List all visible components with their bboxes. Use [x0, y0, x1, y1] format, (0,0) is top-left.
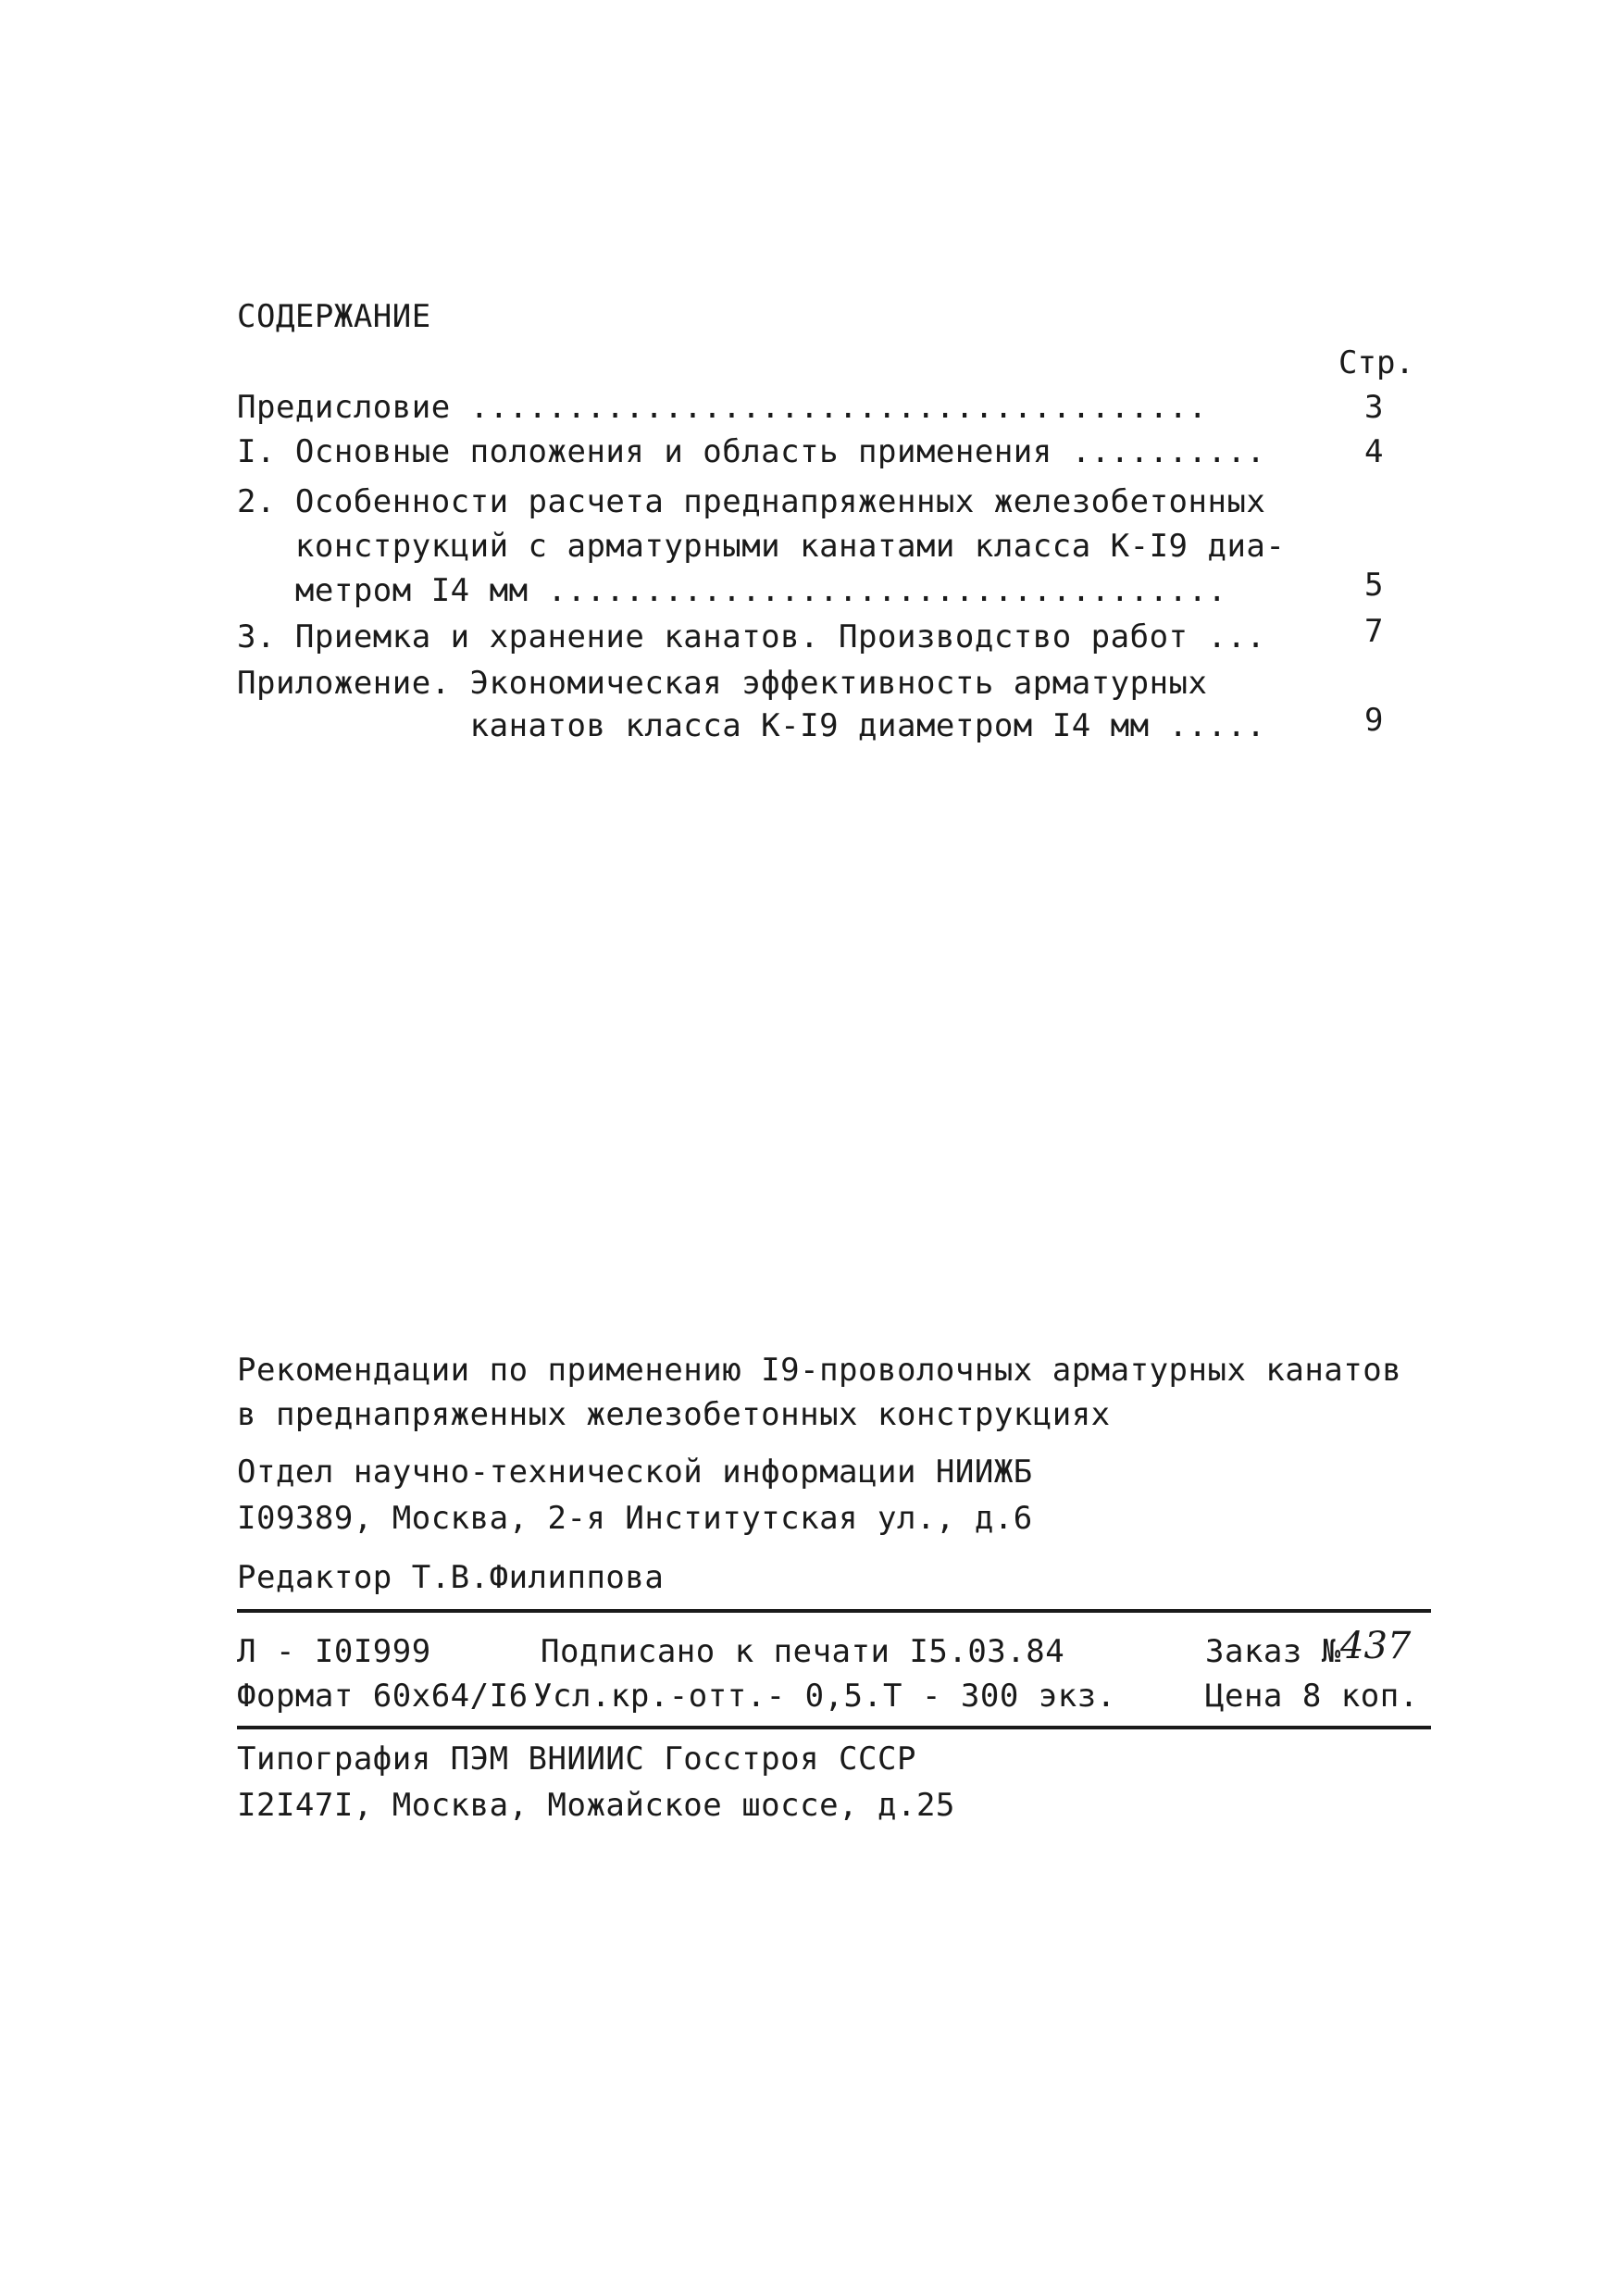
imprint-print-sheets: Усл.кр.-отт.- 0,5.: [533, 1678, 883, 1715]
toc-entry-1-page: 4: [1364, 433, 1384, 470]
imprint-rule-bottom: [237, 1726, 1431, 1729]
toc-entry-preface-page: 3: [1364, 389, 1384, 426]
imprint-editor: Редактор Т.В.Филиппова: [237, 1559, 665, 1596]
toc-entry-3: 3. Приемка и хранение канатов. Производство работ ...: [237, 618, 1266, 655]
imprint-publisher-line-1: Отдел научно-технической информации НИИЖБ: [237, 1454, 1033, 1491]
imprint-signed: Подписано к печати I5.03.84: [541, 1633, 1065, 1670]
imprint-format: Формат 60х64/I6: [237, 1678, 529, 1715]
imprint-order-label: Заказ №: [1205, 1633, 1341, 1670]
imprint-circulation: Т - 300 экз.: [883, 1678, 1116, 1715]
toc-entry-appendix-line-1: Приложение. Экономическая эффективность арматурных: [237, 665, 1208, 702]
toc-entry-appendix-page: 9: [1364, 702, 1384, 739]
imprint-printer-line-2: I2I47I, Москва, Можайское шоссе, д.25: [237, 1787, 955, 1824]
imprint-publisher-line-2: I09389, Москва, 2-я Институтская ул., д.6: [237, 1500, 1033, 1537]
imprint-rule-top: [237, 1609, 1431, 1613]
toc-entry-1: I. Основные положения и область применения ..........: [237, 433, 1266, 470]
toc-heading: СОДЕРЖАНИЕ: [237, 298, 431, 335]
imprint-order-number: 437: [1340, 1625, 1412, 1667]
toc-entry-preface: Предисловие ......................................: [237, 389, 1208, 426]
toc-entry-2-page: 5: [1364, 567, 1384, 604]
imprint-title-line-1: Рекомендации по применению I9-проволочных арматурных канатов: [237, 1352, 1402, 1389]
toc-entry-2-line-1: 2. Особенности расчета преднапряженных железобетонных: [237, 483, 1266, 520]
toc-entry-2-line-2: конструкций с арматурными канатами класса К-I9 диа-: [237, 528, 1286, 565]
imprint-license: Л - I0I999: [237, 1633, 431, 1670]
toc-entry-appendix-line-2: канатов класса К-I9 диаметром I4 мм .....: [237, 707, 1266, 744]
imprint-title-line-2: в преднапряженных железобетонных конструкциях: [237, 1396, 1111, 1433]
toc-page-column-label: Стр.: [1338, 344, 1414, 381]
imprint-price: Цена 8 коп.: [1205, 1678, 1419, 1715]
toc-entry-3-page: 7: [1364, 613, 1384, 650]
imprint-printer-line-1: Типография ПЭМ ВНИИИС Госстроя СССР: [237, 1741, 916, 1778]
toc-entry-2-line-3: метром I4 мм ...................................: [237, 572, 1227, 609]
